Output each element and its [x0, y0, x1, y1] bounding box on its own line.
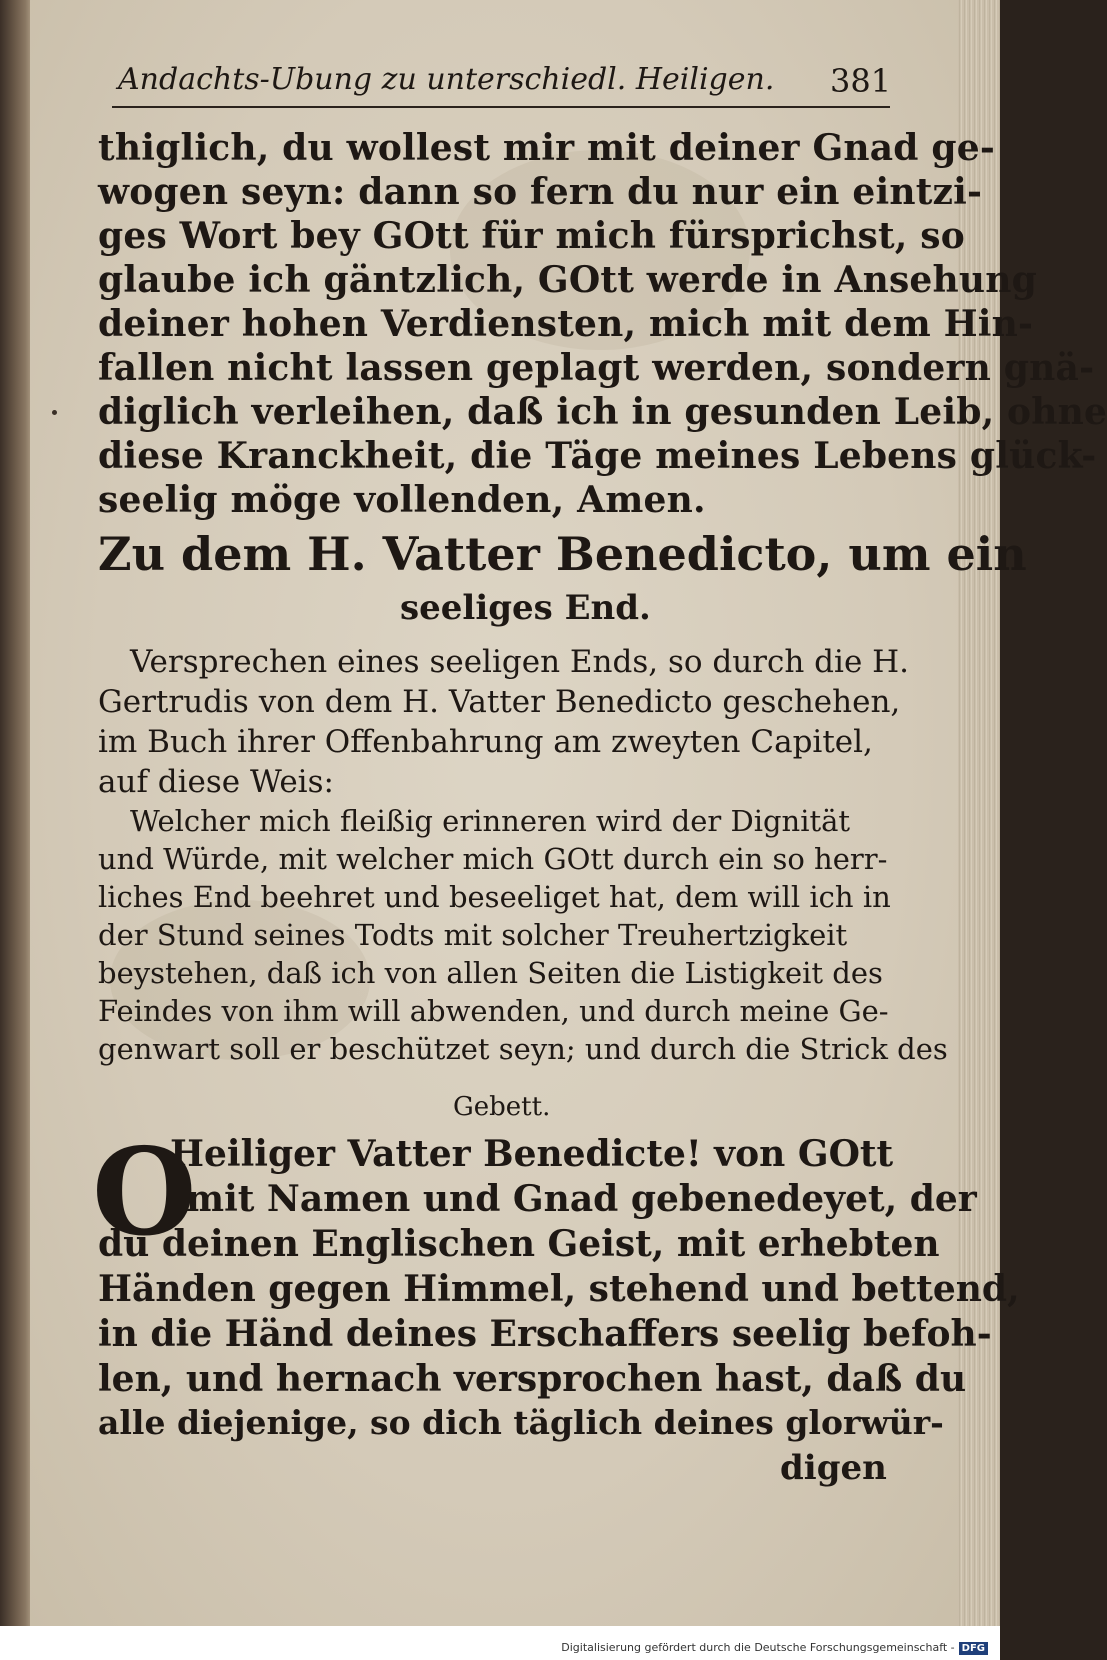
intro-line: Versprechen eines seeligen Ends, so durch die H.: [130, 644, 910, 680]
quote-line: Feindes von ihm will abwenden, und durch meine Ge-: [98, 994, 889, 1028]
catchword: digen: [780, 1448, 887, 1488]
section-heading: Zu dem H. Vatter Benedicto, um ein: [98, 527, 1027, 581]
digitization-credit: [561, 1641, 988, 1655]
prayer-line: alle diejenige, so dich täglich deines glorwür-: [98, 1403, 944, 1442]
intro-line: auf diese Weis:: [98, 764, 334, 800]
prayer-line: Heiliger Vatter Benedicte! von GOtt: [170, 1133, 894, 1175]
dfg-logo[interactable]: DFG: [959, 1642, 988, 1655]
quote-line: Welcher mich fleißig erinneren wird der Dignität: [130, 804, 851, 838]
text-line: diglich verleihen, daß ich in gesunden Leib, ohne: [98, 391, 1107, 433]
text-line: fallen nicht lassen geplagt werden, sondern gnä-: [98, 347, 1095, 389]
prayer-title: Gebett.: [453, 1092, 551, 1122]
text-line: thiglich, du wollest mir mit deiner Gnad ge-: [98, 127, 996, 169]
text-line: deiner hohen Verdiensten, mich mit dem Hin-: [98, 303, 1034, 345]
text-line: ges Wort bey GOtt für mich fürsprichst, so: [98, 215, 965, 257]
section-subheading: seeliges End.: [400, 588, 651, 628]
book-binding-edge: [0, 0, 34, 1660]
prayer-line: du deinen Englischen Geist, mit erhebten: [98, 1223, 940, 1265]
intro-line: im Buch ihrer Offenbahrung am zweyten Capitel,: [98, 724, 873, 760]
header-rule: [112, 106, 890, 108]
quote-line: beystehen, daß ich von allen Seiten die Listigkeit des: [98, 956, 883, 990]
text-line: glaube ich gäntzlich, GOtt werde in Ansehung: [98, 259, 1038, 301]
quote-line: liches End beehret und beseeliget hat, dem will ich in: [98, 880, 891, 914]
quote-line: der Stund seines Todts mit solcher Treuhertzigkeit: [98, 918, 848, 952]
text-line: wogen seyn: dann so fern du nur ein eintzi-: [98, 171, 983, 213]
prayer-line: Händen gegen Himmel, stehend und bettend,: [98, 1268, 1020, 1310]
prayer-line: in die Händ deines Erschaffers seelig befoh-: [98, 1313, 992, 1355]
page-number: 381: [830, 62, 892, 100]
text-line: diese Kranckheit, die Täge meines Lebens glück-: [98, 435, 1097, 477]
credit-text: Digitalisierung gefördert durch die Deutsche Forschungsgemeinschaft -: [561, 1641, 955, 1654]
prayer-line: mit Namen und Gnad gebenedeyet, der: [186, 1178, 977, 1220]
ink-dot: [52, 410, 57, 415]
intro-line: Gertrudis von dem H. Vatter Benedicto geschehen,: [98, 684, 901, 720]
quote-line: genwart soll er beschützet seyn; und durch die Strick des: [98, 1032, 948, 1066]
running-title: Andachts-Ubung zu unterschiedl. Heiligen.: [118, 62, 775, 97]
text-line: seelig möge vollenden, Amen.: [98, 479, 706, 521]
drop-cap: O: [92, 1122, 197, 1263]
quote-line: und Würde, mit welcher mich GOtt durch ein so herr-: [98, 842, 888, 876]
prayer-line: len, und hernach versprochen hast, daß du: [98, 1358, 967, 1400]
